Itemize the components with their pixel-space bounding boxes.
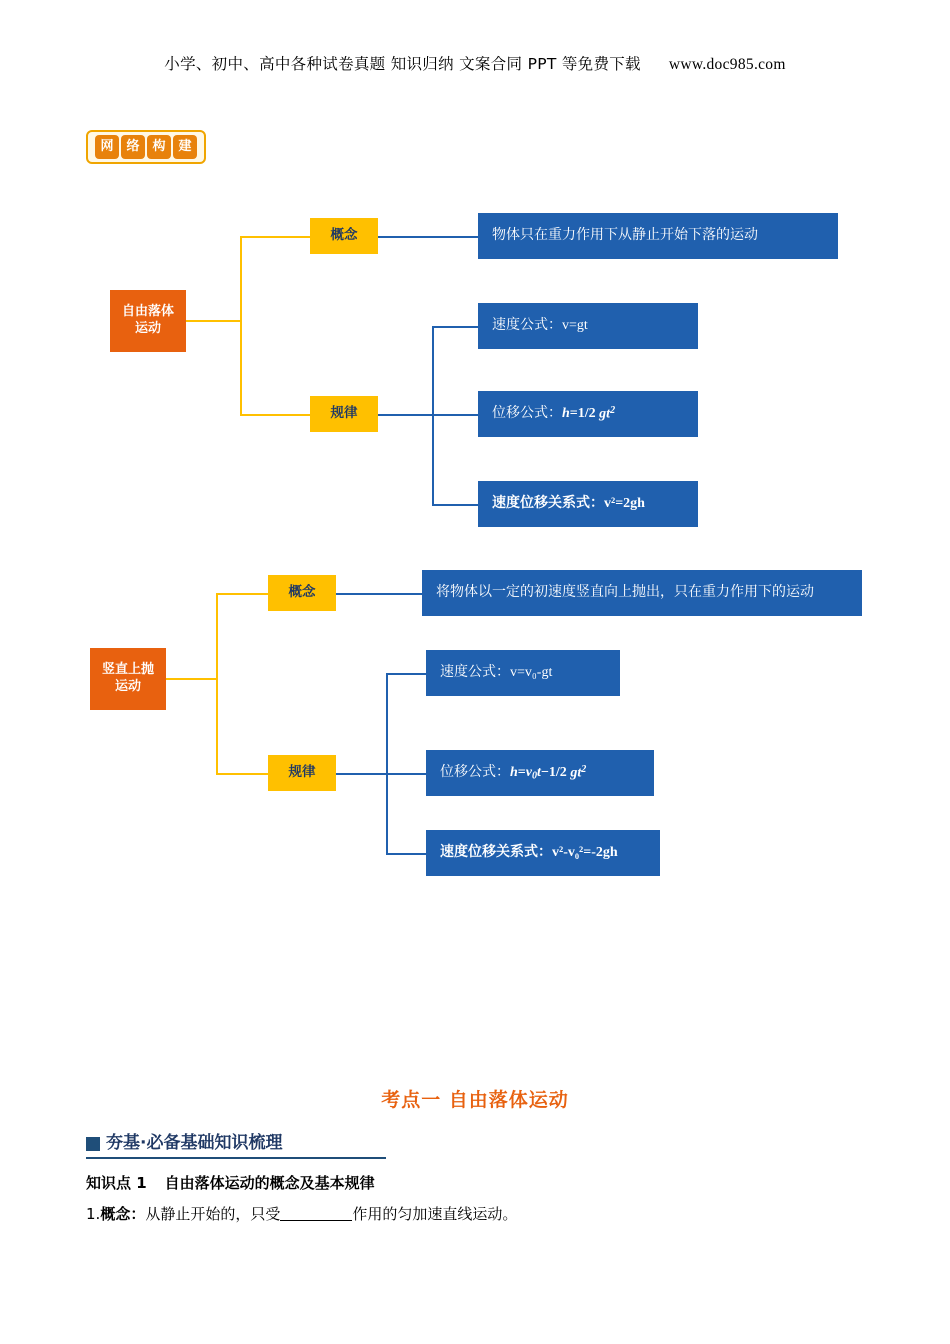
connector-law2-vertical xyxy=(386,673,388,853)
leaf-vertical-throw-velocity-displacement-label: 速度位移关系式：v²-v₀²=-2gh xyxy=(440,844,618,860)
header-text: 小学、初中、高中各种试卷真题 知识归纳 文案合同 PPT 等免费下载 xyxy=(164,55,641,73)
leaf-vertical-throw-velocity-label: 速度公式：v=v₀-gt xyxy=(440,664,553,680)
leaf-free-fall-displacement-formula: h xyxy=(562,405,570,421)
node-free-fall-root xyxy=(110,290,186,352)
badge-char-1: 网 xyxy=(95,135,119,159)
node-vertical-throw-root-line2: 运动 xyxy=(114,679,141,694)
subsection-heading-text: 夯基·必备基础知识梳理 xyxy=(106,1133,283,1153)
fill-in-blank xyxy=(280,1205,352,1221)
leaf-free-fall-displacement-gt2: $gt^2$ xyxy=(599,405,616,422)
leaf-free-fall-displacement-eq: =1/2 xyxy=(569,405,600,421)
paragraph-text-tail: 作用的匀加速直线运动。 xyxy=(352,1205,518,1223)
leaf-free-fall-velocity-displacement-label: 速度位移关系式：v²=2gh xyxy=(492,495,645,511)
subsection-rule xyxy=(86,1157,386,1159)
leaf-vertical-throw-displacement-eq: = xyxy=(517,764,526,780)
node-free-fall-law-label: 规律 xyxy=(330,405,358,422)
leaf-free-fall-velocity-label: 速度公式：v=gt xyxy=(492,317,588,333)
node-free-fall-root-line1: 自由落体 xyxy=(121,304,174,320)
connector-law-trunk xyxy=(378,414,432,416)
node-free-fall-concept xyxy=(310,218,378,254)
leaf-free-fall-displacement-prefix: 位移公式： xyxy=(492,405,562,421)
leaf-vertical-throw-displacement-formula: h xyxy=(510,764,518,780)
leaf-vertical-throw-velocity-displacement xyxy=(426,830,660,876)
paragraph-text-mid: 从静止开始的，只受 xyxy=(145,1205,281,1223)
node-free-fall-law xyxy=(310,396,378,432)
node-vertical-throw-root xyxy=(90,648,166,710)
connector-concept-leaf xyxy=(378,236,478,238)
node-vertical-throw-root-line1: 竖直上抛 xyxy=(101,662,154,678)
connector-trunk-law xyxy=(240,414,310,416)
node-vertical-throw-concept-label: 概念 xyxy=(288,584,316,601)
connector-law2-leaf1 xyxy=(386,673,426,675)
connector-law-leaf1 xyxy=(432,326,478,328)
connector-concept2-leaf xyxy=(336,593,422,595)
node-free-fall-concept-label: 概念 xyxy=(330,227,358,244)
badge-char-3: 构 xyxy=(147,135,171,159)
connector-trunk2-vertical xyxy=(216,593,218,773)
subsection-heading xyxy=(86,1128,466,1158)
knowledge-point-label: 知识点 1 xyxy=(86,1174,147,1192)
connector-trunk2-law xyxy=(216,773,268,775)
concept-map xyxy=(0,180,950,900)
leaf-vertical-throw-displacement-v0t: $v_0t$ xyxy=(525,764,541,782)
badge-char-4: 建 xyxy=(173,135,197,159)
connector-law-leaf2 xyxy=(432,414,478,416)
header-site: www.doc985.com xyxy=(668,56,786,73)
connector-trunk-vertical xyxy=(240,236,242,416)
leaf-free-fall-concept-text xyxy=(478,213,838,259)
leaf-vertical-throw-concept-label: 将物体以一定的初速度竖直向上抛出，只在重力作用下的运动 xyxy=(436,584,814,600)
leaf-vertical-throw-velocity xyxy=(426,650,620,696)
leaf-vertical-throw-concept-text xyxy=(422,570,862,616)
leaf-free-fall-concept-label: 物体只在重力作用下从静止开始下落的运动 xyxy=(492,227,758,243)
leaf-vertical-throw-displacement-gt2: $gt^2$ xyxy=(570,764,587,781)
connector-trunk-concept xyxy=(240,236,310,238)
node-free-fall-root-line2: 运动 xyxy=(134,321,161,336)
leaf-free-fall-displacement xyxy=(478,391,698,437)
leaf-vertical-throw-displacement-prefix: 位移公式： xyxy=(440,764,510,780)
connector-law2-leaf3 xyxy=(386,853,426,855)
connector-law2-trunk xyxy=(336,773,386,775)
connector-root2-trunk xyxy=(166,678,216,680)
bullet-square-icon xyxy=(86,1137,100,1151)
paragraph-bold-label: 概念： xyxy=(100,1205,146,1223)
page-header xyxy=(0,52,950,74)
knowledge-point-title: 自由落体运动的概念及基本规律 xyxy=(164,1174,375,1192)
paragraph-number: 1. xyxy=(86,1205,101,1223)
leaf-vertical-throw-displacement-minus: −1/2 xyxy=(540,764,571,780)
knowledge-point-heading xyxy=(86,1172,375,1193)
connector-law2-leaf2 xyxy=(386,773,426,775)
leaf-vertical-throw-displacement xyxy=(426,750,654,796)
leaf-free-fall-velocity-displacement xyxy=(478,481,698,527)
connector-law-leaf3 xyxy=(432,504,478,506)
section-badge-inner xyxy=(88,132,204,162)
badge-char-2: 络 xyxy=(121,135,145,159)
node-vertical-throw-law-label: 规律 xyxy=(288,764,316,781)
paragraph-concept xyxy=(86,1203,517,1224)
connector-trunk2-concept xyxy=(216,593,268,595)
connector-root-trunk xyxy=(186,320,240,322)
node-vertical-throw-law xyxy=(268,755,336,791)
leaf-free-fall-velocity xyxy=(478,303,698,349)
section-badge xyxy=(86,130,206,164)
node-vertical-throw-concept xyxy=(268,575,336,611)
page-title: 考点一 自由落体运动 xyxy=(381,1089,569,1111)
